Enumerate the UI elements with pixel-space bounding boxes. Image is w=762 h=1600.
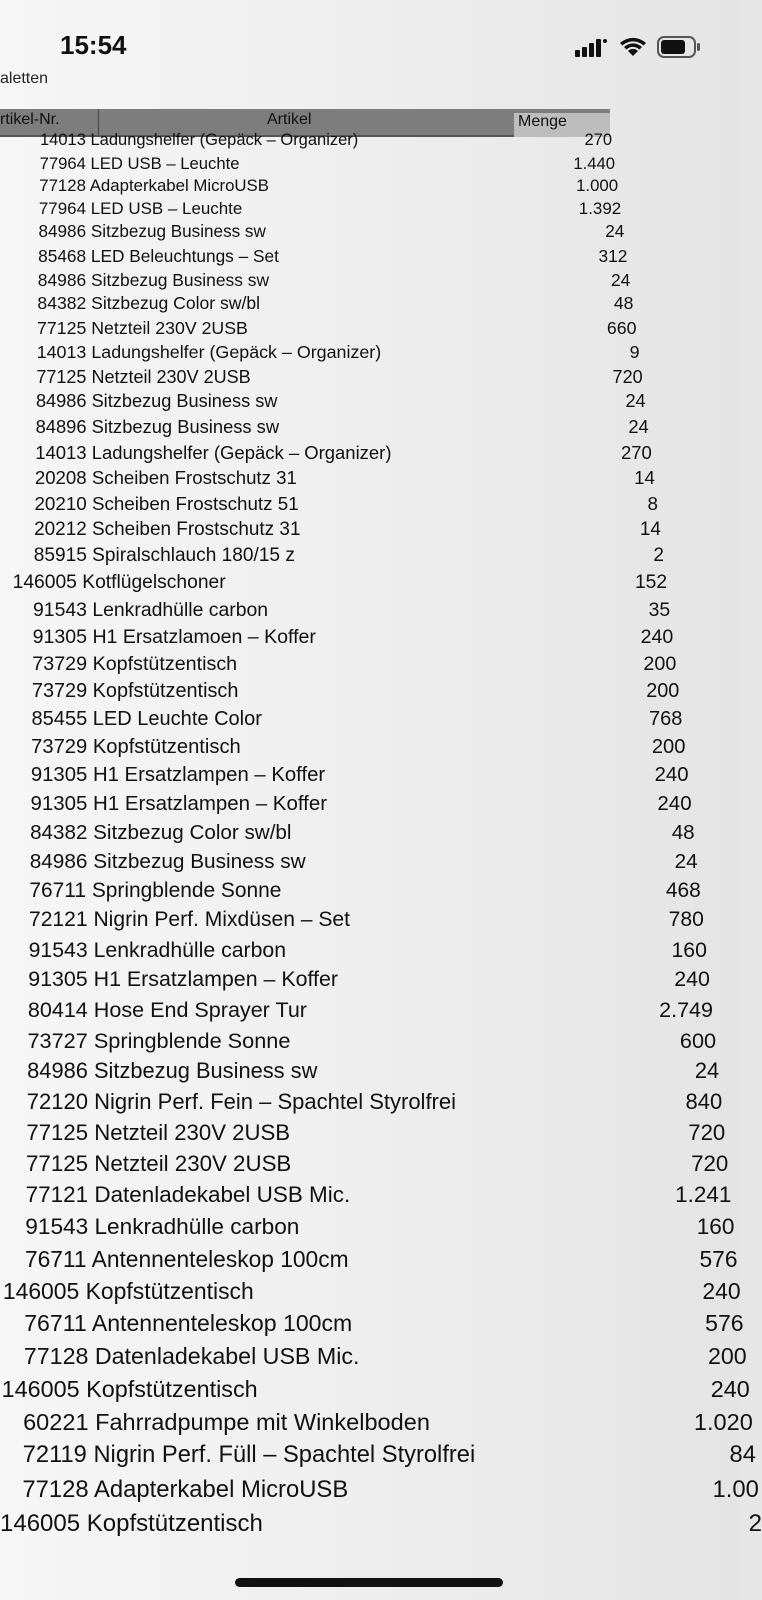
row-article-name: Scheiben Frostschutz 31 [91,467,297,489]
row-article-number: 91543 [33,598,87,621]
row-quantity: 270 [584,131,612,149]
row-article-number: 77128 [22,1475,89,1503]
table-row [0,908,739,938]
row-article [23,1409,430,1436]
row-article-number: 77128 [23,1343,89,1370]
row-article-number: 146005 [12,571,77,593]
row-article-name: Netzteil 230V 2USB [91,317,248,338]
row-article-number: 77121 [25,1182,89,1208]
row-article-name: Sitzbezug Business sw [91,391,278,412]
row-quantity: 24 [694,1058,720,1084]
row-article-name: Fahrradpumpe mit Winkelboden [95,1408,430,1435]
battery-icon [657,36,701,58]
row-article [39,176,269,196]
row-article [32,680,238,703]
row-article-number: 146005 [2,1278,80,1305]
table-row [0,1151,739,1182]
row-article-number: 84986 [29,849,88,873]
row-quantity: 240 [674,967,710,992]
table-row [0,997,739,1027]
row-article [36,367,250,388]
row-article [24,1310,352,1337]
row-quantity: 270 [620,441,652,463]
row-article [38,246,279,267]
table-row [0,1182,739,1214]
row-quantity: 576 [705,1310,744,1337]
row-article-number: 84986 [38,222,87,242]
row-article-number: 73729 [31,735,88,758]
table-row [0,850,739,879]
row-article-number: 84986 [27,1058,88,1084]
row-article-name: Kotflügelschoner [82,571,226,593]
table-row [0,1058,739,1089]
row-article [31,736,241,759]
row-article-number: 85468 [38,245,87,266]
row-quantity: 2 [653,545,665,567]
row-article [37,342,382,363]
row-article-number: 76711 [24,1310,87,1337]
row-article [26,1182,351,1208]
row-article-number: 76711 [24,1245,87,1272]
row-article [0,1510,263,1538]
row-article-name: LED Beleuchtungs – Set [90,245,279,266]
row-article-name: Sitzbezug Business sw [93,849,306,873]
table-row [0,1310,744,1343]
row-article-name: Kopfstützentisch [85,1278,254,1305]
row-article [26,1120,290,1146]
row-article-name: H1 Ersatzlampen – Koffer [93,967,338,992]
row-article-number: 77964 [39,153,86,173]
table-row [0,246,739,270]
row-article-number: 77964 [38,199,86,219]
row-article [34,545,295,567]
row-article-name: Kopfstützentisch [92,652,238,675]
row-quantity: 152 [634,571,668,593]
row-article-name: H1 Ersatzlampen – Koffer [92,763,326,786]
row-quantity: 14 [634,467,655,489]
row-quantity: 600 [679,1027,717,1053]
row-quantity: 200 [651,735,686,758]
table-row [0,493,739,519]
row-article [28,1028,291,1054]
row-article [32,653,237,676]
row-article-name: Sitzbezug Business sw [93,1058,318,1084]
row-quantity: 35 [648,598,671,621]
table-row [0,764,739,792]
table-row [0,938,739,968]
row-article [31,764,325,787]
table-row [0,318,739,342]
row-article-number: 84382 [37,293,87,314]
row-article [32,708,262,731]
row-article-name: Sitzbezug Business sw [91,416,280,438]
row-quantity: 24 [605,222,625,242]
table-row [0,1343,747,1376]
row-article-number: 14013 [36,341,87,362]
table-row [0,1475,759,1510]
row-article [25,1214,299,1240]
row-article-number: 14013 [40,131,86,149]
table-row [0,1408,753,1442]
document-title: aletten [0,70,49,87]
row-article-name: Netzteil 230V 2USB [94,1119,291,1145]
row-article-name: Netzteil 230V 2USB [94,1150,292,1176]
column-header-artikel-nr: rtikel-Nr. [0,111,60,128]
home-indicator [235,1578,503,1587]
row-article [37,318,248,339]
row-quantity: 84 [729,1442,756,1469]
row-article [33,599,268,622]
table-row [0,967,739,997]
row-article-number: 84896 [35,416,87,438]
row-quantity: 768 [649,707,683,730]
row-article-name: H1 Ersatzlampen – Koffer [93,792,328,816]
table-row [0,653,739,680]
row-article [36,416,280,438]
row-article [35,467,297,489]
row-article [29,879,281,903]
row-article-number: 20208 [34,467,87,489]
row-quantity: 24 [610,269,631,290]
row-article [28,967,338,992]
row-quantity: 2.749 [659,997,714,1023]
row-quantity: 240 [702,1278,741,1305]
row-quantity: 1.392 [578,199,622,219]
row-quantity: 1.020 [693,1408,753,1435]
row-article [22,1476,348,1504]
row-quantity: 9 [629,341,640,362]
row-article [30,792,327,816]
table-row [0,367,739,392]
table-row [0,599,739,626]
table-row [0,391,739,416]
row-article-name: Springblende Sonne [91,878,282,902]
row-quantity: 240 [640,625,674,648]
row-article-name: Spiralschlauch 180/15 z [92,545,295,567]
row-article-number: 76711 [29,878,86,902]
row-article-number: 84986 [35,391,87,412]
status-icons [575,36,701,58]
row-article-name: Netzteil 230V 2USB [91,366,251,387]
table-row [0,1120,739,1151]
row-quantity: 240 [657,792,692,816]
table-row [0,680,739,708]
row-article-name: Nigrin Perf. Mixdüsen – Set [93,908,351,932]
table-row [0,154,739,177]
table-row [0,626,739,653]
row-article-name: LED Leuchte Color [92,707,262,730]
row-article-number: 146005 [0,1509,81,1537]
table-row [0,199,739,222]
row-article [27,1089,456,1115]
row-article-name: LED USB – Leuchte [90,153,240,173]
row-article-name: Kopfstützentisch [92,735,241,758]
row-article [13,572,226,594]
row-article-number: 20210 [34,493,87,515]
row-quantity: 312 [598,245,628,266]
row-article-number: 77128 [39,176,86,196]
row-quantity: 468 [665,878,701,902]
table-row [0,1375,750,1409]
row-article-number: 72121 [28,908,88,932]
status-bar [0,0,739,70]
row-article-name: Sitzbezug Business sw [91,269,270,290]
row-article-number: 60221 [23,1408,89,1435]
row-article-number: 77125 [26,1119,89,1145]
row-article-name: Sitzbezug Color sw/bl [93,820,292,844]
row-article-name: Lenkradhülle carbon [92,598,269,621]
row-quantity: 240 [710,1375,750,1402]
row-article-number: 77125 [26,1150,89,1176]
row-quantity: 840 [685,1088,723,1114]
row-quantity: 200 [643,652,677,675]
table-row [0,1278,739,1310]
row-article-number: 73729 [31,680,88,703]
row-article-name: Antennenteleskop 100cm [91,1310,353,1337]
table-row [0,442,739,468]
table-row [0,708,739,736]
row-article-name: H1 Ersatzlamoen – Koffer [92,625,316,648]
table-row [0,416,739,441]
table-row [0,467,739,493]
row-quantity: 24 [628,416,649,438]
table-row [0,176,739,199]
row-article-name: Nigrin Perf. Füll – Spachtel Styrolfrei [93,1442,476,1469]
row-article-name: Datenladekabel USB Mic. [94,1343,360,1370]
table-row [0,792,739,821]
table-row [0,1442,756,1476]
row-article-number: 91305 [30,763,88,786]
row-article-number: 77125 [37,317,87,338]
table-row [0,270,739,294]
row-article [39,222,266,242]
row-quantity: 576 [699,1245,738,1272]
table-row [0,131,739,154]
row-article-name: Adapterkabel MicroUSB [89,176,269,196]
row-article-name: Sitzbezug Color sw/bl [91,293,261,314]
row-article-name: Datenladekabel USB Mic. [94,1182,351,1208]
cellular-signal-icon [575,37,609,57]
row-article-name: Lenkradhülle carbon [94,1214,300,1240]
row-article-number: 80414 [27,997,88,1023]
row-article-name: Sitzbezug Business sw [90,222,266,242]
row-quantity: 14 [639,519,661,541]
row-article [3,1278,254,1305]
table-row [0,342,739,367]
row-article-number: 91543 [25,1214,89,1240]
row-article-name: Lenkradhülle carbon [93,937,287,962]
row-article-number: 72119 [22,1442,87,1469]
row-quantity: 1.000 [576,176,619,196]
table-row [0,1246,739,1278]
row-article-number: 146005 [1,1375,80,1402]
row-quantity: 8 [647,493,658,515]
row-article [36,391,277,412]
status-time: 15:54 [60,30,127,60]
column-header-menge: Menge [514,113,610,137]
row-quantity: 24 [625,391,646,412]
table-row [0,879,739,908]
row-quantity: 48 [613,293,634,314]
row-article [40,131,358,150]
row-article-number: 85455 [31,707,88,730]
row-article [37,293,260,314]
row-article [28,997,307,1023]
table-row [0,1028,739,1058]
row-quantity: 200 [707,1343,747,1370]
row-quantity: 24 [674,849,698,873]
table-row [0,293,739,317]
table-row [0,572,739,599]
row-article-number: 91543 [28,937,88,962]
row-article [34,519,300,541]
row-article [29,938,286,963]
row-article-number: 14013 [35,441,87,463]
row-quantity: 1.00 [712,1475,759,1503]
row-article [34,493,298,515]
row-article-name: Adapterkabel MicroUSB [93,1475,349,1503]
row-article [35,442,391,464]
row-article [39,199,242,219]
row-article-number: 77125 [36,366,87,387]
table-row [0,519,739,545]
row-article [27,1058,317,1084]
row-article-name: Ladungshelfer (Gepäck – Organizer) [91,341,382,362]
row-article-number: 91305 [32,625,87,648]
row-article [2,1376,258,1403]
row-article [38,270,269,291]
table-row [0,1509,762,1544]
row-article [25,1246,349,1273]
row-article-number: 84986 [37,269,87,290]
row-article-name: LED USB – Leuchte [90,199,243,219]
table-row [0,1089,739,1120]
row-article-number: 73727 [27,1027,88,1053]
row-quantity: 720 [612,366,643,387]
row-quantity: 1.241 [675,1182,732,1208]
row-article-name: Kopfstützentisch [92,680,239,703]
row-article-number: 72120 [26,1088,88,1114]
row-article [30,850,306,874]
row-article-name: Antennenteleskop 100cm [91,1245,349,1272]
table-row [0,821,739,850]
row-article-number: 91305 [30,792,88,816]
row-quantity: 1.440 [573,153,616,173]
wifi-icon [619,37,647,57]
row-article [33,626,316,649]
row-quantity: 720 [688,1119,726,1145]
row-quantity: 160 [671,937,707,962]
row-article [30,821,291,845]
row-article [40,154,240,174]
row-article [24,1343,360,1370]
row-article-number: 73729 [32,652,88,675]
row-article-name: Kopfstützentisch [86,1375,258,1402]
row-article-number: 84382 [30,820,88,844]
column-header-artikel: Artikel [267,111,312,128]
table-row [0,1214,739,1246]
row-article-name: Springblende Sonne [93,1027,291,1053]
row-article-name: Ladungshelfer (Gepäck – Organizer) [91,441,392,463]
row-article-number: 85915 [33,545,87,567]
row-article-name: Scheiben Frostschutz 51 [91,493,299,515]
row-article-name: Kopfstützentisch [86,1509,263,1537]
row-article-name: Nigrin Perf. Fein – Spachtel Styrolfrei [94,1088,457,1114]
row-quantity: 780 [668,908,704,932]
table-row [0,545,739,571]
row-article [23,1442,476,1469]
row-article [26,1151,291,1177]
row-article-number: 20212 [34,519,87,541]
row-article-name: Ladungshelfer (Gepäck – Organizer) [90,131,359,149]
row-quantity: 660 [606,317,637,338]
row-quantity: 240 [654,763,689,786]
row-quantity: 48 [671,820,695,844]
row-quantity: 200 [646,680,680,703]
row-article-number: 91305 [28,967,88,992]
row-article-name: Scheiben Frostschutz 31 [92,519,301,541]
row-quantity: 160 [696,1214,735,1240]
row-article-name: Hose End Sprayer Tur [93,997,307,1023]
row-quantity: 2 [748,1509,762,1537]
row-article [29,908,350,932]
row-quantity: 720 [691,1150,729,1176]
table-row [0,222,739,245]
table-row [0,736,739,764]
